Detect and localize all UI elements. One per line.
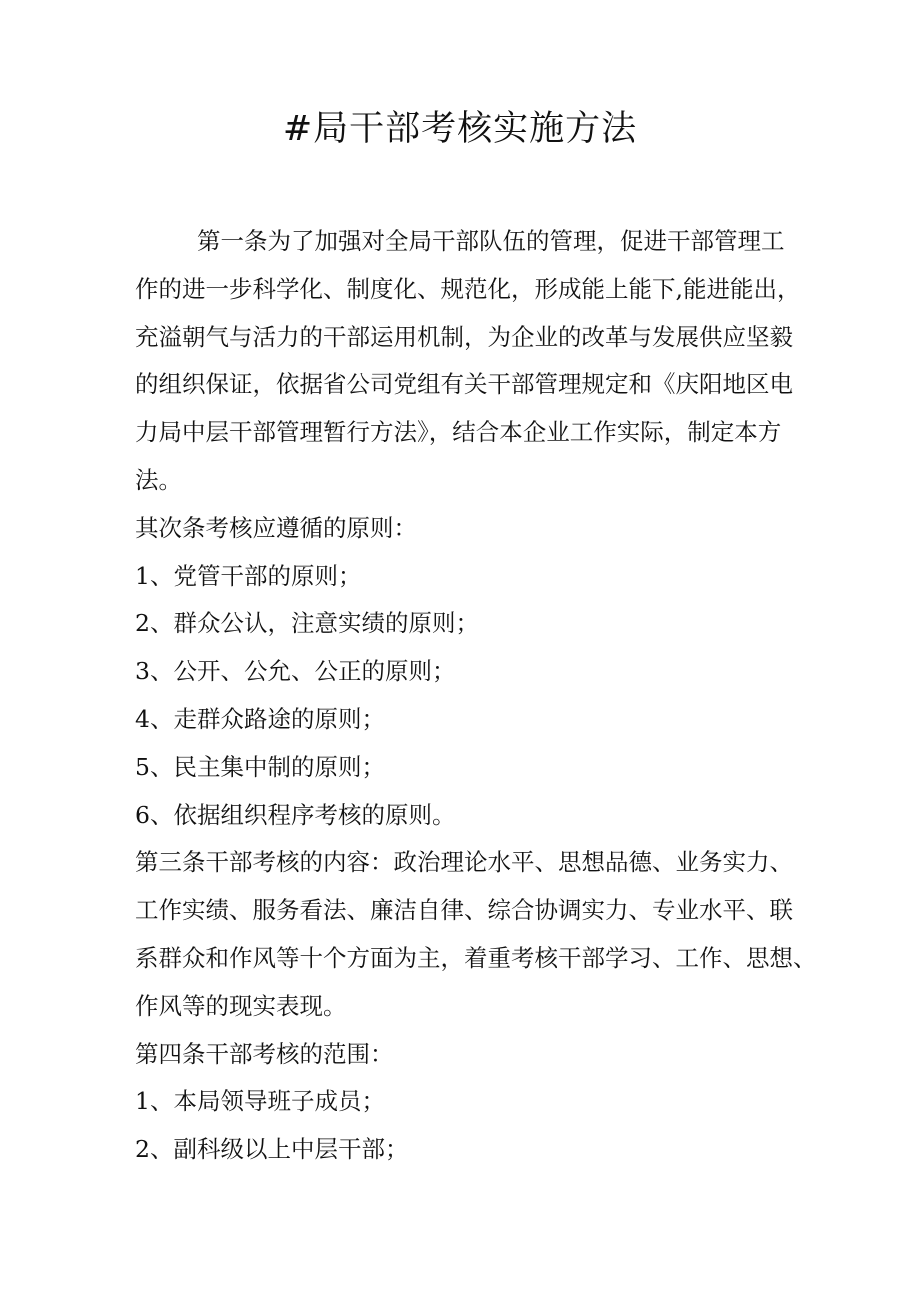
list-item: 2、群众公认，注意实绩的原则； <box>135 609 479 638</box>
list-item: 1、本局领导班子成员； <box>135 1087 385 1116</box>
paragraph-line: 第三条干部考核的内容：政治理论水平、思想品德、业务实力、 <box>135 848 793 877</box>
list-item: 4、走群众路途的原则； <box>135 704 385 733</box>
paragraph-line: 作风等的现实表现。 <box>135 991 347 1020</box>
list-item: 6、依据组织程序考核的原则。 <box>135 800 456 829</box>
list-item: 2、副科级以上中层干部； <box>135 1135 409 1164</box>
section-heading: 第四条干部考核的范围： <box>135 1039 394 1068</box>
paragraph-line: 法。 <box>135 465 182 494</box>
paragraph-line: 第一条为了加强对全局干部队伍的管理，促进干部管理工 <box>197 227 785 255</box>
paragraph-line: 工作实绩、服务看法、廉洁自律、综合协调实力、专业水平、联 <box>135 896 793 925</box>
paragraph-line: 充溢朝气与活力的干部运用机制，为企业的改革与发展供应坚毅 <box>135 322 793 351</box>
paragraph-line: 作的进一步科学化、制度化、规范化，形成能上能下,能进能出， <box>135 274 801 303</box>
paragraph-line: 系群众和作风等十个方面为主，着重考核干部学习、工作、思想、 <box>135 943 817 972</box>
list-item: 3、公开、公允、公正的原则； <box>135 657 456 686</box>
document-body <box>135 218 815 1174</box>
list-item: 5、民主集中制的原则； <box>135 752 385 781</box>
list-item: 1、党管干部的原则； <box>135 561 362 590</box>
paragraph-line: 力局中层干部管理暂行方法》，结合本企业工作实际，制定本方 <box>135 418 782 447</box>
paragraph-line: 的组织保证，依据省公司党组有关干部管理规定和《庆阳地区电 <box>135 370 793 399</box>
section-heading: 其次条考核应遵循的原则： <box>135 513 417 542</box>
document-title: #局干部考核实施方法 <box>282 109 638 149</box>
